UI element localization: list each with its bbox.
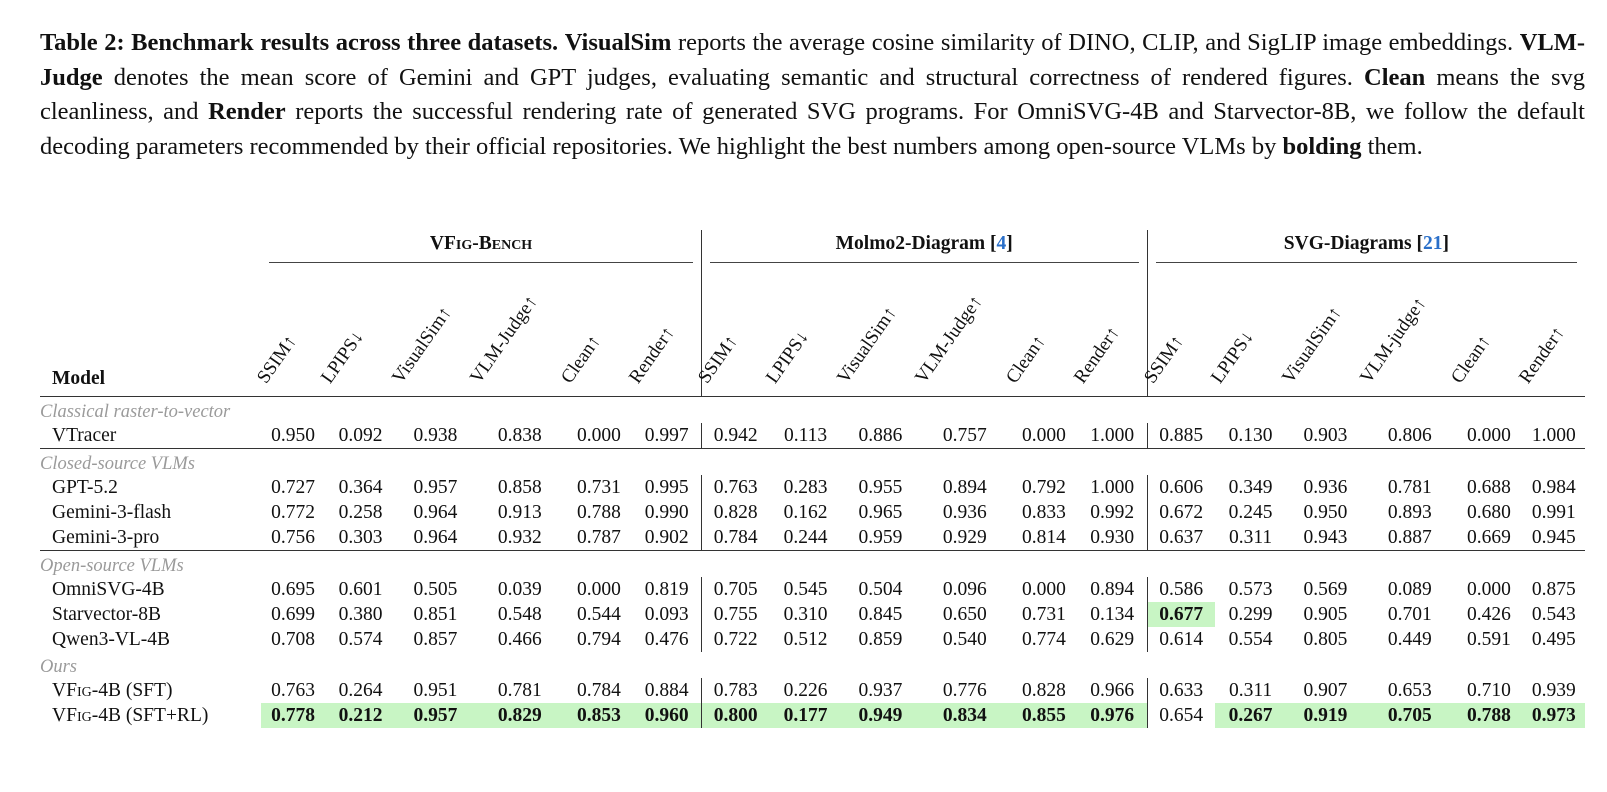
table-cell: 0.543 (1531, 603, 1576, 625)
table-cell: 0.932 (474, 525, 565, 551)
column-header-wrap (1514, 272, 1585, 396)
column-header (1278, 266, 1364, 397)
group-name: VFig-Bench (429, 233, 533, 254)
model-name (40, 703, 261, 728)
table-cell: 0.476 (644, 628, 689, 650)
table-cell: 0.710 (1466, 679, 1511, 701)
model-name-suffix: -4B (SFT) (91, 679, 173, 701)
table-cell: 0.964 (396, 525, 474, 551)
column-header-wrap (1278, 272, 1364, 396)
column-header-label: LPIPS↓ (1206, 326, 1258, 388)
table-cell: 0.905 (1303, 603, 1348, 625)
table-cell: 0.311 (1229, 679, 1273, 701)
group-title (1156, 233, 1577, 263)
table-row (40, 627, 1585, 652)
table-cell: 0.311 (1215, 525, 1287, 551)
table-cell: 0.540 (942, 628, 987, 650)
column-header-label: LPIPS↓ (761, 326, 813, 388)
table-cell: 0.838 (474, 423, 565, 449)
column-header-label: Clean↑ (557, 331, 606, 388)
table-cell: 0.955 (858, 476, 903, 498)
column-header (833, 266, 919, 397)
table-cell: 0.784 (576, 679, 621, 701)
table-cell: 0.000 (1010, 423, 1077, 449)
table-cell: 0.884 (644, 679, 689, 701)
table-cell: 0.800 (701, 703, 770, 728)
table-cell: 0.705 (701, 577, 770, 602)
caption-text-1: reports the average cosine similarity of DINO, CLIP, and SigLIP image embeddings. (671, 29, 1520, 56)
column-header (316, 266, 397, 397)
table-cell: 0.113 (770, 423, 842, 449)
table-cell: 0.614 (1147, 627, 1214, 652)
table-cell: 0.722 (701, 627, 770, 652)
table-cell: 0.654 (1147, 703, 1214, 728)
caption-term-vlmjudge: VLM-Judge (40, 29, 1586, 91)
model-name-smallcaps: ig (76, 679, 92, 701)
table-cell: 0.089 (1387, 578, 1432, 600)
table-cell: 0.973 (1523, 703, 1585, 728)
group-header-empty (40, 230, 261, 266)
column-header-wrap (911, 272, 1010, 396)
cite-bracket: ] (1442, 233, 1449, 254)
table-cell: 0.936 (1303, 476, 1348, 498)
table-cell: 0.591 (1466, 628, 1511, 650)
table-row (40, 703, 1585, 728)
table-cell: 0.834 (919, 703, 1010, 728)
table-cell: 0.245 (1228, 501, 1273, 523)
table-cell: 0.788 (576, 501, 621, 523)
table-cell: 0.757 (919, 423, 1010, 449)
column-header (1139, 266, 1214, 397)
table-cell: 0.792 (1021, 476, 1066, 498)
group-title (710, 233, 1139, 263)
table-row (40, 525, 1585, 551)
group-header (261, 230, 701, 266)
table-cell: 0.544 (576, 603, 621, 625)
table-cell: 0.806 (1364, 423, 1455, 449)
table-cell: 0.829 (474, 703, 565, 728)
table-cell: 0.226 (783, 679, 828, 701)
table-cell: 0.957 (413, 476, 458, 498)
column-header-label: SSIM↑ (253, 331, 302, 388)
section-row (40, 397, 1585, 424)
model-name-smallcaps: ig (76, 704, 92, 726)
column-header-label: Clean↑ (1447, 331, 1496, 388)
section-row (40, 551, 1585, 578)
group-title (269, 233, 692, 263)
table-cell: 0.984 (1531, 476, 1576, 498)
table-cell: 0.177 (770, 703, 842, 728)
table-cell: 0.701 (1387, 603, 1432, 625)
table-cell: 0.794 (576, 628, 621, 650)
column-header (693, 266, 770, 397)
column-header (557, 266, 632, 397)
table-cell: 0.708 (271, 628, 316, 650)
table-cell: 0.573 (1228, 578, 1273, 600)
table-cell: 0.885 (1147, 423, 1214, 449)
column-header (1069, 266, 1148, 397)
column-header (624, 266, 702, 397)
table-cell: 0.929 (919, 525, 1010, 551)
section-label: Closed-source VLMs (40, 454, 196, 474)
caption-text-2: denotes the mean score of Gemini and GPT judges, evaluating semantic and structural correctness of rendered figures. (102, 63, 1364, 91)
table-cell: 0.951 (413, 679, 458, 701)
citation-link[interactable]: 21 (1422, 233, 1443, 254)
caption-label: Table 2: Benchmark results across three datasets. (40, 29, 559, 56)
table-cell: 0.903 (1286, 423, 1364, 449)
table-cell: 0.976 (1078, 703, 1148, 728)
column-header (253, 266, 324, 397)
table-cell: 0.545 (783, 578, 828, 600)
column-header-label: VisualSim↑ (388, 302, 457, 388)
table-cell: 0.731 (1021, 603, 1066, 625)
table-cell: 0.942 (701, 423, 770, 449)
table-cell: 0.857 (413, 628, 458, 650)
table-cell: 0.894 (942, 476, 987, 498)
table-cell: 0.781 (497, 679, 542, 701)
caption-term-visualsim: VisualSim (564, 29, 672, 56)
table-cell: 0.938 (396, 423, 474, 449)
table-cell: 0.833 (1021, 501, 1066, 523)
table-cell: 0.495 (1531, 628, 1576, 650)
column-header-label: Render↑ (624, 322, 679, 388)
table-cell: 0.680 (1466, 501, 1511, 523)
table-cell: 0.505 (413, 578, 458, 600)
column-header (1206, 266, 1287, 397)
table-cell: 0.264 (338, 679, 383, 701)
table-cell: 0.349 (1228, 476, 1273, 498)
table-cell: 0.992 (1090, 501, 1135, 523)
table-cell: 0.134 (1090, 603, 1135, 625)
table-cell: 0.705 (1364, 703, 1455, 728)
table-cell: 0.212 (325, 703, 397, 728)
table-cell: 0.894 (1090, 578, 1135, 600)
table-cell: 0.606 (1147, 475, 1214, 500)
table-cell: 0.858 (497, 476, 542, 498)
caption-text-4: reports the successful rendering rate of generated SVG programs. For OmniSVG-4B and Starvector-8B, we follow the default decoding parameters recommended by their official repositories. We highlight the best numbers among open-source VLMs by (40, 98, 1585, 160)
section-label: Classical raster-to-vector (40, 402, 231, 422)
cite-bracket: [ (1416, 233, 1423, 254)
table-caption (40, 26, 1585, 164)
table-cell: 0.000 (1021, 578, 1066, 600)
model-name: GPT-5.2 (52, 476, 118, 498)
table-cell: 0.466 (497, 628, 542, 650)
group-name: Molmo2-Diagram (835, 233, 990, 254)
column-header-label: VisualSim↑ (833, 302, 902, 388)
column-header-label: VisualSim↑ (1278, 302, 1347, 388)
column-header-wrap (1139, 272, 1215, 396)
table-cell: 0.548 (497, 603, 542, 625)
table-cell: 0.504 (858, 578, 903, 600)
column-header (1447, 266, 1522, 397)
table-cell: 0.267 (1215, 703, 1287, 728)
group-name: SVG-Diagrams (1283, 233, 1417, 254)
table-cell: 0.162 (783, 501, 828, 523)
table-cell: 0.774 (1021, 628, 1066, 650)
table-cell: 0.000 (1466, 578, 1511, 600)
model-name-prefix: VF (52, 679, 77, 701)
table-cell: 0.258 (338, 501, 383, 523)
table-cell: 0.913 (497, 501, 542, 523)
table-cell: 0.669 (1455, 525, 1522, 551)
model-name-suffix: -4B (SFT+RL) (91, 704, 209, 726)
column-header-wrap (1206, 272, 1287, 396)
table-row (40, 577, 1585, 602)
section-row (40, 449, 1585, 476)
table-cell: 0.959 (841, 525, 919, 551)
model-name: Gemini-3-pro (40, 525, 261, 551)
table-cell: 0.945 (1523, 525, 1585, 551)
table-cell: 0.000 (576, 578, 621, 600)
table-cell: 0.283 (783, 476, 828, 498)
section-row (40, 652, 1585, 678)
table-cell: 0.788 (1455, 703, 1522, 728)
table-cell: 0.776 (942, 679, 987, 701)
column-header-wrap (1356, 272, 1455, 396)
model-column-header: Model (40, 266, 261, 397)
table-cell: 0.096 (942, 578, 987, 600)
table-cell: 0.449 (1387, 628, 1432, 650)
table-cell: 0.960 (633, 703, 702, 728)
benchmark-table (40, 230, 1585, 728)
table-row (40, 475, 1585, 500)
table-cell: 0.781 (1387, 476, 1432, 498)
column-header-label: SSIM↑ (1139, 331, 1188, 388)
table-row (40, 500, 1585, 525)
table-cell: 0.778 (261, 703, 324, 728)
table-cell: 0.772 (271, 501, 316, 523)
column-header-label: LPIPS↓ (316, 326, 368, 388)
table-cell: 0.310 (783, 603, 828, 625)
caption-term-render: Render (208, 98, 286, 125)
section-label: Open-source VLMs (40, 556, 184, 576)
table-cell: 0.814 (1010, 525, 1077, 551)
table-cell: 0.855 (1010, 703, 1077, 728)
table-cell: 0.727 (271, 476, 316, 498)
table-cell: 0.629 (1090, 628, 1135, 650)
column-header-wrap (693, 272, 770, 396)
table-cell: 0.000 (565, 423, 632, 449)
model-name: Starvector-8B (52, 603, 161, 625)
table-cell: 0.699 (271, 603, 316, 625)
table-cell: 1.000 (1090, 476, 1135, 498)
column-header (1514, 266, 1585, 397)
table-cell: 0.887 (1364, 525, 1455, 551)
table-cell: 0.937 (858, 679, 903, 701)
table-cell: 0.380 (338, 603, 383, 625)
table-cell: 0.805 (1303, 628, 1348, 650)
table-cell: 0.426 (1466, 603, 1511, 625)
section-label: Ours (40, 657, 78, 677)
caption-text-5: them. (1361, 132, 1423, 160)
table-cell: 0.851 (413, 603, 458, 625)
model-name-prefix: VF (52, 704, 77, 726)
table-cell: 0.554 (1228, 628, 1273, 650)
table-cell: 0.845 (858, 603, 903, 625)
column-header-label: VLM-judge↑ (1356, 293, 1432, 388)
table-cell: 0.957 (396, 703, 474, 728)
table-cell: 0.586 (1147, 577, 1214, 602)
column-header-label: Render↑ (1069, 322, 1124, 388)
table-cell: 0.950 (261, 423, 324, 449)
table-cell: 0.859 (858, 628, 903, 650)
column-header-wrap (1069, 272, 1147, 396)
citation-link[interactable]: 4 (996, 233, 1007, 254)
group-header-row (40, 230, 1585, 266)
column-header-wrap (1002, 272, 1077, 396)
table-cell: 0.950 (1303, 501, 1348, 523)
column-header (1356, 266, 1455, 397)
column-header (1002, 266, 1077, 397)
table-cell: 0.875 (1531, 578, 1576, 600)
column-header (466, 266, 565, 397)
column-header-wrap (316, 272, 397, 396)
column-header-wrap (253, 272, 324, 396)
column-header-label: VLM-Judge↑ (911, 291, 988, 388)
column-header-wrap (1447, 272, 1522, 396)
table-cell: 0.919 (1286, 703, 1364, 728)
table-cell: 0.949 (841, 703, 919, 728)
table-cell: 0.784 (701, 525, 770, 551)
caption-text-3: means the svg cleanliness, and (40, 63, 1585, 125)
model-name: VTracer (40, 423, 261, 449)
group-header (701, 230, 1147, 266)
table-cell: 0.677 (1147, 602, 1214, 627)
table-cell: 0.601 (338, 578, 383, 600)
table-cell: 0.828 (701, 500, 770, 525)
caption-term-bolding: bolding (1282, 132, 1362, 160)
table-cell: 0.299 (1228, 603, 1273, 625)
column-header (761, 266, 842, 397)
table-cell: 0.000 (1455, 423, 1522, 449)
table-cell: 0.763 (701, 475, 770, 500)
column-header-label: Render↑ (1514, 322, 1569, 388)
column-header-wrap (833, 272, 919, 396)
table-cell: 0.574 (338, 628, 383, 650)
table-cell: 0.093 (644, 603, 689, 625)
table-cell: 0.039 (497, 578, 542, 600)
table-cell: 0.787 (565, 525, 632, 551)
table-cell: 0.902 (633, 525, 702, 551)
table-cell: 0.930 (1078, 525, 1148, 551)
model-name (40, 678, 261, 703)
table-cell: 0.303 (325, 525, 397, 551)
column-header (911, 266, 1010, 397)
table-cell: 0.688 (1466, 476, 1511, 498)
table-cell: 0.991 (1531, 501, 1576, 523)
table-cell: 0.964 (413, 501, 458, 523)
table-cell: 0.886 (841, 423, 919, 449)
column-header-wrap (466, 272, 565, 396)
table-cell: 0.966 (1090, 679, 1135, 701)
model-name: Qwen3-VL-4B (52, 628, 171, 650)
table-cell: 0.756 (261, 525, 324, 551)
table-cell: 0.633 (1147, 678, 1214, 703)
table-cell: 0.695 (271, 578, 316, 600)
column-header-label: VLM-Judge↑ (466, 291, 543, 388)
table-cell: 0.995 (644, 476, 689, 498)
table-cell: 0.997 (633, 423, 702, 449)
table-cell: 0.763 (271, 679, 316, 701)
cite-bracket: [ (990, 233, 997, 254)
column-header-label: Clean↑ (1002, 331, 1051, 388)
table-cell: 0.828 (1021, 679, 1066, 701)
column-header-label: SSIM↑ (693, 331, 742, 388)
table-row (40, 602, 1585, 627)
table-cell: 1.000 (1523, 423, 1585, 449)
model-name: Gemini-3-flash (52, 501, 172, 523)
column-header-wrap (624, 272, 701, 396)
cite-bracket: ] (1006, 233, 1013, 254)
table-cell: 0.569 (1303, 578, 1348, 600)
table-cell: 0.672 (1147, 500, 1214, 525)
table-cell: 0.907 (1303, 679, 1348, 701)
caption-term-clean: Clean (1364, 63, 1426, 91)
table-cell: 0.364 (338, 476, 383, 498)
model-name: OmniSVG-4B (52, 578, 165, 600)
column-header-wrap (557, 272, 632, 396)
table-cell: 0.512 (783, 628, 828, 650)
table-cell: 0.637 (1147, 525, 1214, 551)
column-header-wrap (388, 272, 474, 396)
column-header-wrap (761, 272, 842, 396)
table-cell: 0.653 (1387, 679, 1432, 701)
table-cell: 0.130 (1215, 423, 1287, 449)
table-cell: 0.939 (1531, 679, 1576, 701)
table-cell: 0.943 (1286, 525, 1364, 551)
table-cell: 0.893 (1387, 501, 1432, 523)
table-row (40, 678, 1585, 703)
table-cell: 0.244 (770, 525, 842, 551)
table-cell: 0.965 (858, 501, 903, 523)
group-header (1147, 230, 1585, 266)
table-cell: 1.000 (1078, 423, 1148, 449)
table-cell: 0.990 (644, 501, 689, 523)
table-cell: 0.650 (942, 603, 987, 625)
table-cell: 0.092 (325, 423, 397, 449)
table-cell: 0.819 (644, 578, 689, 600)
column-header-row (40, 266, 1585, 397)
table-cell: 0.936 (942, 501, 987, 523)
table-row (40, 423, 1585, 449)
table-cell: 0.783 (701, 678, 770, 703)
table-cell: 0.755 (701, 602, 770, 627)
column-header (388, 266, 474, 397)
table-cell: 0.853 (565, 703, 632, 728)
table-cell: 0.731 (576, 476, 621, 498)
